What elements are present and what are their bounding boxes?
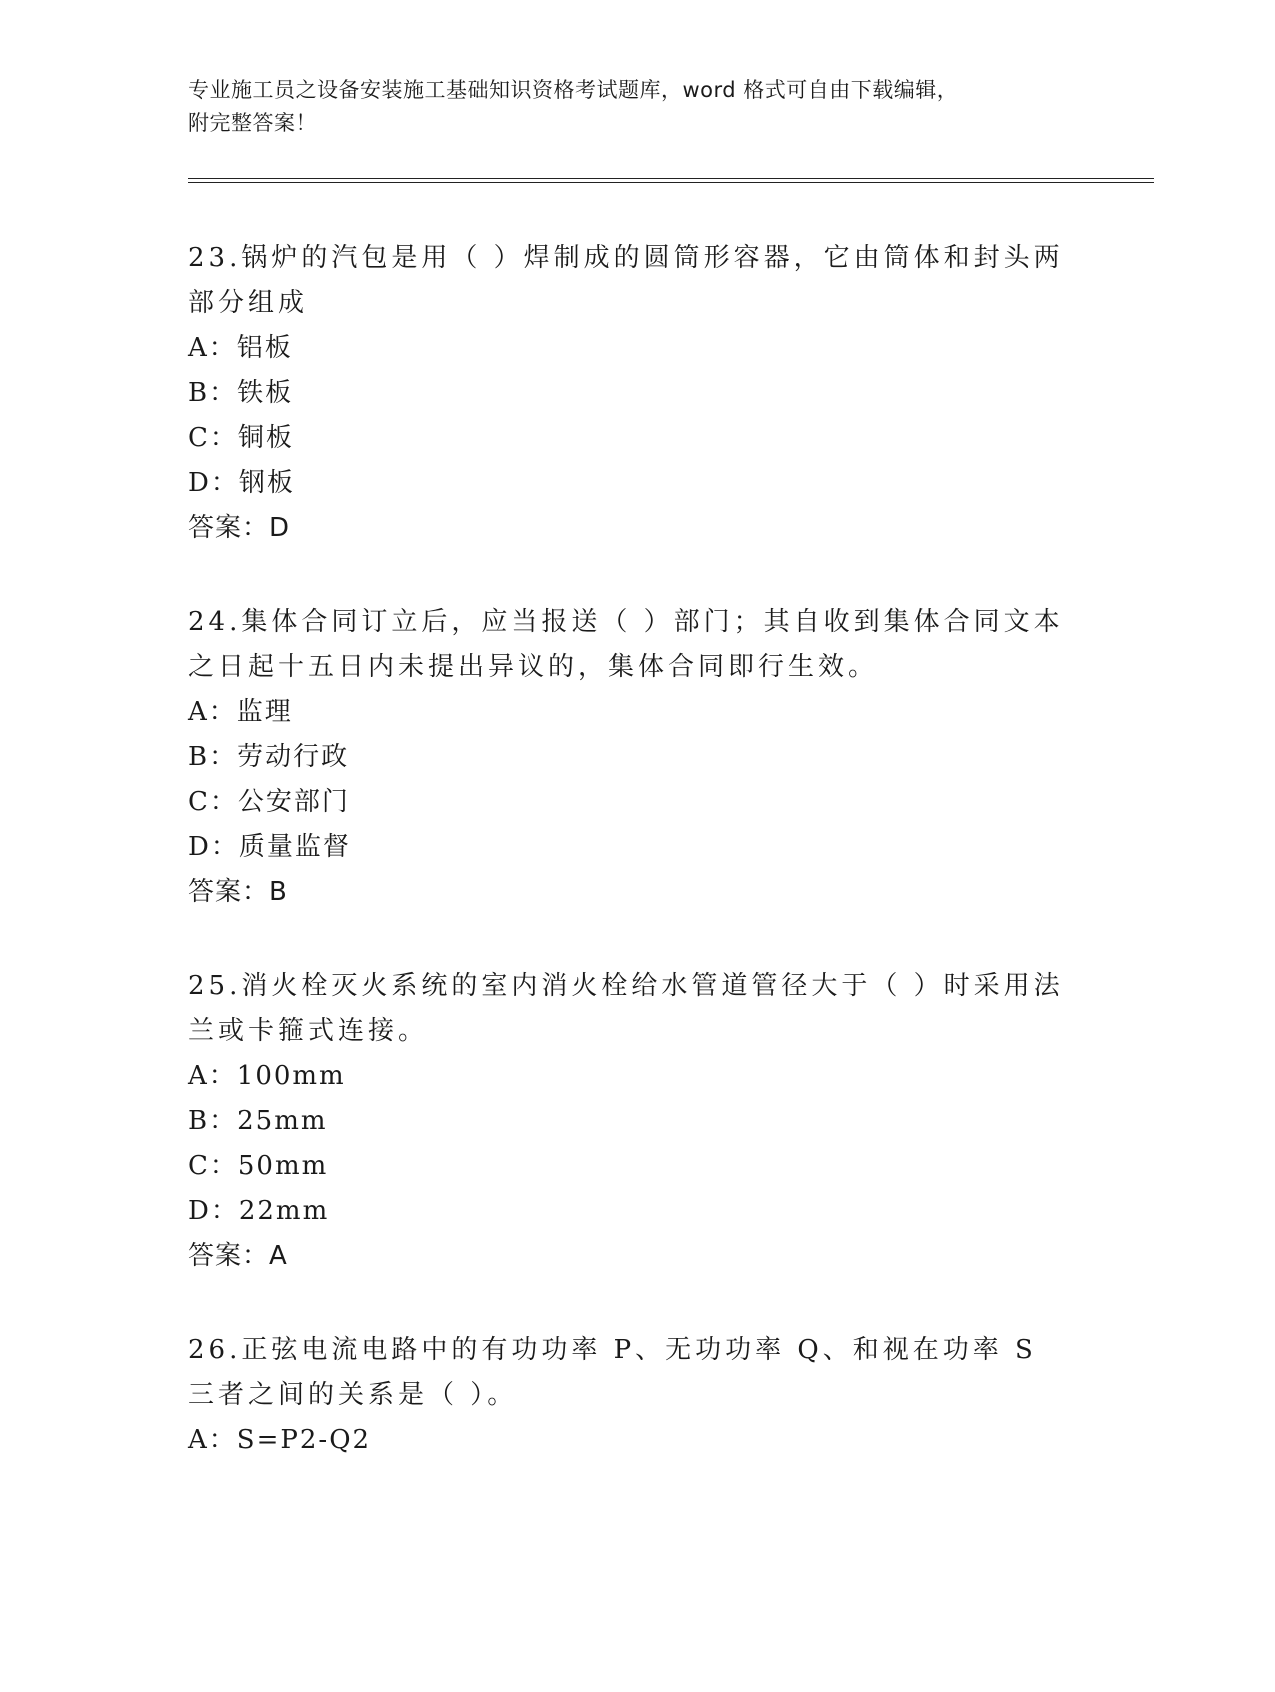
option-b: B：铁板 — [188, 378, 294, 408]
question-23 — [188, 236, 1068, 600]
option-a: A：铝板 — [188, 333, 293, 363]
header-divider — [188, 178, 1154, 183]
question-stem: 25.消火栓灭火系统的室内消火栓给水管道管径大于（ ）时采用法兰或卡箍式连接。 — [188, 971, 1064, 1046]
option-c: C：50mm — [188, 1151, 329, 1181]
header-line-1: 专业施工员之设备安装施工基础知识资格考试题库，word 格式可自由下载编辑， — [188, 78, 959, 102]
question-25 — [188, 964, 1068, 1328]
question-stem: 24.集体合同订立后，应当报送（ ）部门；其自收到集体合同文本之日起十五日内未提出异议的，集体合同即行生效。 — [188, 607, 1064, 682]
answer-line: 答案：A — [188, 1241, 288, 1271]
answer-line: 答案：B — [188, 877, 288, 907]
document-header-note — [188, 74, 1068, 140]
question-24 — [188, 600, 1068, 964]
option-a: A：100mm — [188, 1061, 346, 1091]
option-b: B：劳动行政 — [188, 742, 350, 772]
header-line-2: 附完整答案！ — [188, 111, 317, 135]
option-b: B：25mm — [188, 1106, 328, 1136]
question-list — [188, 236, 1068, 1692]
option-d: D：钢板 — [188, 468, 295, 498]
option-a: A：监理 — [188, 697, 293, 727]
question-26 — [188, 1328, 1068, 1692]
option-d: D：22mm — [188, 1196, 330, 1226]
question-stem: 23.锅炉的汽包是用（ ）焊制成的圆筒形容器，它由筒体和封头两部分组成 — [188, 243, 1064, 318]
option-a: A：S=P2-Q2 — [188, 1425, 372, 1455]
question-stem: 26.正弦电流电路中的有功功率 P、无功功率 Q、和视在功率 S 三者之间的关系是（ ）。 — [188, 1335, 1037, 1410]
option-c: C：铜板 — [188, 423, 294, 453]
option-d: D：质量监督 — [188, 832, 351, 862]
answer-line: 答案：D — [188, 513, 291, 543]
option-c: C：公安部门 — [188, 787, 350, 817]
